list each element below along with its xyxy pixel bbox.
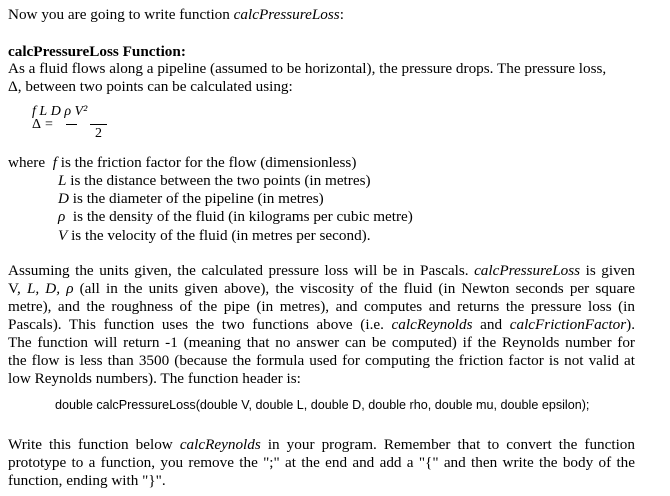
section-heading: calcPressureLoss Function: — [8, 43, 186, 60]
definition-item: D is the diameter of the pipeline (in metres) — [58, 190, 324, 207]
definition-item: ρ is the density of the fluid (in kilograms per cubic metre) — [58, 208, 413, 225]
paragraph-line: Δ, between two points can be calculated using: — [8, 78, 293, 95]
paragraph-line: metre), and the roughness of the pipe (in metres), and computes and returns the pressure loss (in — [8, 298, 635, 315]
function-header-code: double calcPressureLoss(double V, double L, double D, double rho, double mu, double epsilon); — [55, 398, 590, 412]
function-name: calcPressureLoss — [233, 6, 340, 23]
definition-item: where f is the friction factor for the flow (dimensionless) — [8, 154, 357, 171]
paragraph-line: function, ending with "}". — [8, 472, 166, 489]
intro-line: Now you are going to write function calcPressureLoss: — [8, 6, 344, 23]
pressure-loss-equation: Δ = f L D ρ V² 2 — [32, 104, 87, 144]
paragraph-line: Assuming the units given, the calculated pressure loss will be in Pascals. calcPressureLoss is given — [8, 262, 635, 279]
definition-item: L is the distance between the two points (in metres) — [58, 172, 371, 189]
paragraph-line: the flow is less than 3500 (because the formula used for computing the friction factor is not valid at — [8, 352, 635, 369]
paragraph-line: V, L, D, ρ (all in the units given above), the viscosity of the fluid (in Newton seconds per square — [8, 280, 635, 297]
paragraph-line: As a fluid flows along a pipeline (assumed to be horizontal), the pressure drops. The pressure loss, — [8, 60, 607, 77]
paragraph-line: low Reynolds numbers). The function header is: — [8, 370, 301, 387]
paragraph-line: prototype to a function, you remove the ";" at the end and add a "{" and then write the body of the — [8, 454, 635, 471]
paragraph-line: Pascals). This function uses the two functions above (i.e. calcReynolds and calcFrictionFactor). — [8, 316, 635, 333]
definition-item: V is the velocity of the fluid (in metres per second). — [58, 227, 371, 244]
paragraph-line: The function will return -1 (meaning that no answer can be computed) if the Reynolds number for — [8, 334, 635, 351]
paragraph-line: Write this function below calcReynolds in your program. Remember that to convert the function — [8, 436, 635, 453]
